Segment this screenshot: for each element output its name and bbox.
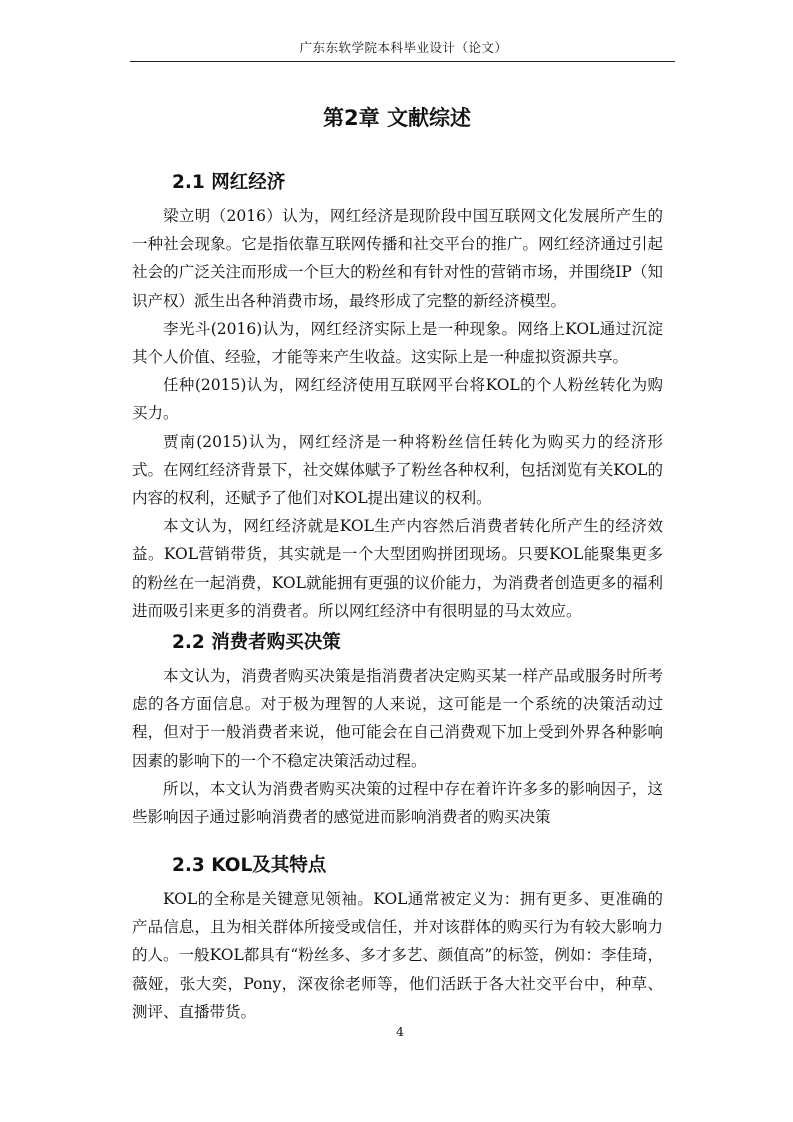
paragraph: 所以，本文认为消费者购买决策的过程中存在着许许多多的影响因子，这些影响因子通过影响消费者的感觉进而影响消费者的购买决策	[132, 779, 663, 826]
section-title-2-2: 2.2 消费者购买决策	[172, 632, 341, 653]
paragraph: 本文认为，消费者购买决策是指消费者决定购买某一样产品或服务时所考虑的各方面信息。对于极为理智的人来说，这可能是一个系统的决策活动过程，但对于一般消费者来说，他可能会在自己消费观下加上受到外界各种影响因素的影响下的一个不稳定决策活动过程。	[132, 667, 663, 770]
page-number: 4	[396, 1024, 404, 1039]
header-divider	[130, 61, 675, 62]
page-header: 广东东软学院本科毕业设计（论文）	[299, 40, 508, 55]
chapter-title: 第2章 文献综述	[323, 106, 471, 130]
paragraph: 梁立明（2016）认为，网红经济是现阶段中国互联网文化发展所产生的一种社会现象。它是指依靠互联网传播和社交平台的推广。网红经济通过引起社会的广泛关注而形成一个巨大的粉丝和有针对性的营销市场，并围绕IP（知识产权）派生出各种消费市场，最终形成了完整的新经济模型。	[132, 207, 663, 310]
section-title-2-3: 2.3 KOL及其特点	[172, 855, 327, 876]
paragraph: 李光斗(2016)认为，网红经济实际上是一种现象。网络上KOL通过沉淀其个人价值、经验，才能等来产生收益。这实际上是一种虚拟资源共享。	[132, 319, 663, 366]
paragraph: 本文认为，网红经济就是KOL生产内容然后消费者转化所产生的经济效益。KOL营销带货，其实就是一个大型团购拼团现场。只要KOL能聚集更多的粉丝在一起消费，KOL就能拥有更强的议价能力，为消费者创造更多的福利进而吸引来更多的消费者。所以网红经济中有很明显的马太效应。	[132, 517, 663, 620]
section-title-2-1: 2.1 网红经济	[172, 172, 286, 193]
paragraph: 任种(2015)认为，网红经济使用互联网平台将KOL的个人粉丝转化为购买力。	[132, 376, 663, 423]
paragraph: KOL的全称是关键意见领袖。KOL通常被定义为：拥有更多、更准确的产品信息，且为相关群体所接受或信任，并对该群体的购买行为有较大影响力的人。一般KOL都具有“粉丝多、多才多艺、颜值高”的标签，例如：李佳琦，薇娅，张大奕，Pony，深夜徐老师等，他们活跃于各大社交平台中，种草、测评、直播带货。	[132, 890, 663, 1021]
paragraph: 贾南(2015)认为，网红经济是一种将粉丝信任转化为购买力的经济形式。在网红经济背景下，社交媒体赋予了粉丝各种权利，包括浏览有关KOL的内容的权利，还赋予了他们对KOL提出建议的权利。	[132, 432, 663, 507]
